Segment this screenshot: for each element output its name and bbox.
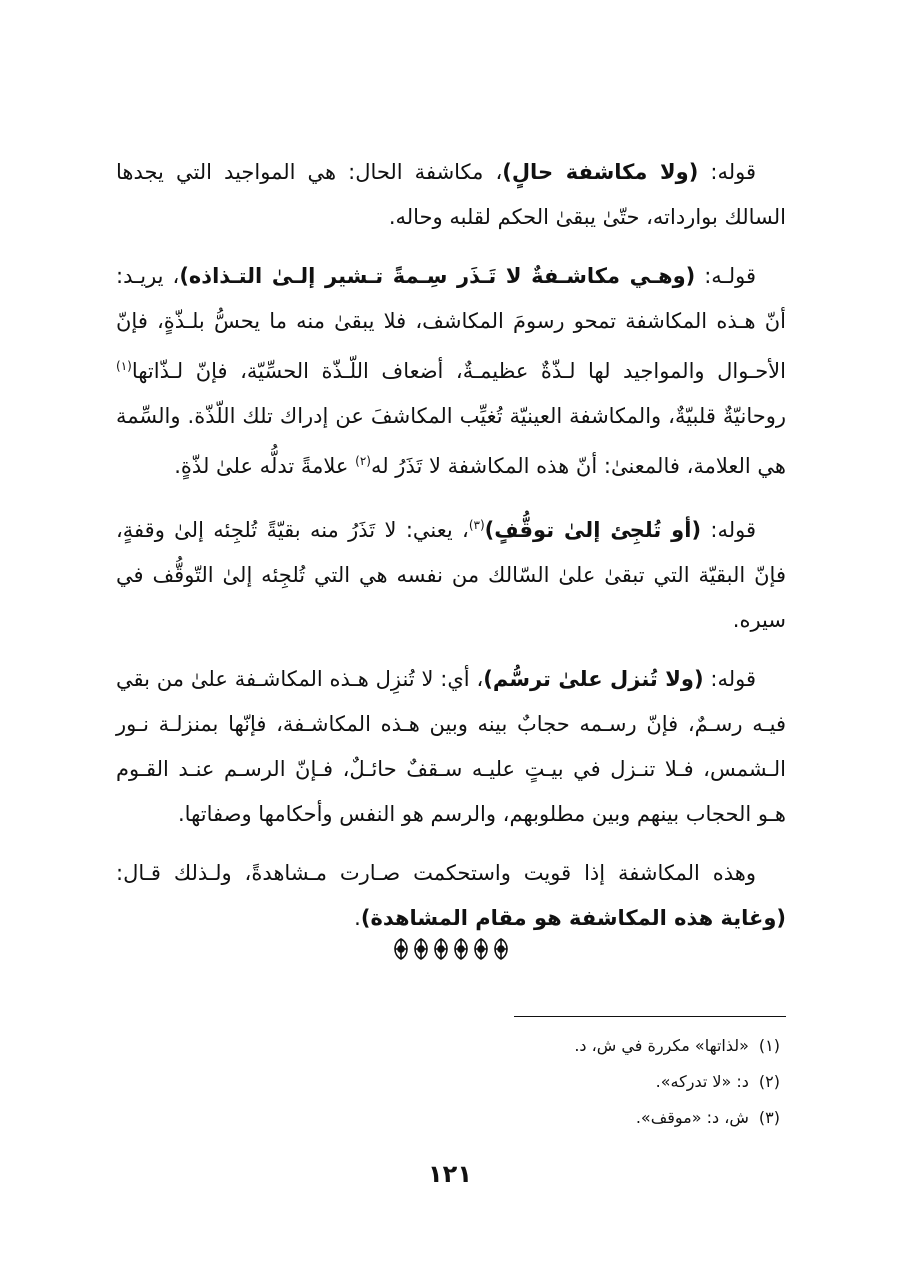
- footnote-1: [300, 1028, 780, 1064]
- quoted-phrase: (ولا مكاشفة حالٍ): [502, 160, 699, 184]
- page-number: ١٢١: [428, 1160, 472, 1188]
- footnote-divider: [514, 1016, 786, 1017]
- footnote-text: ش، د: «موقف».: [635, 1108, 749, 1127]
- footnote-ref-2[interactable]: (٢): [355, 454, 371, 468]
- paragraph-2: [116, 254, 786, 489]
- footnotes: [300, 1028, 780, 1136]
- para-text: ، مكاشفة الحال: هي المواجيد التي يجدها السالك بوارداته، حتّىٰ يبقىٰ الحكم لقلبه وحاله.: [116, 160, 786, 229]
- footnote-number: (١): [758, 1036, 780, 1055]
- footnote-3: [300, 1100, 780, 1136]
- footnote-ref-1[interactable]: (١): [116, 359, 132, 373]
- para-text: .: [354, 906, 361, 930]
- paragraph-1: [116, 150, 786, 240]
- footnote-text: «لذاتها» مكررة في ش، د.: [574, 1036, 749, 1055]
- para-text: علامةً تدلُّه علىٰ لذّةٍ.: [174, 454, 356, 478]
- para-text: روحانيّةٌ قلبيّةٌ، والمكاشفة العينيّة تُغيِّب المكاشفَ عن إدراك تلك اللّذّة. والسِّمة هي العلامة، فالمعنىٰ: أنّ هذه المكاشفة لا تَذَرُ له: [116, 404, 786, 478]
- para-text: ، أي: لا تُنزِل هـذه المكاشـفة علىٰ من بقي فيـه رسـمٌ، فإنّ رسـمه حجابٌ بينه وبين هـذه المكاشـفة، فإنّها بمنزلـة نـور الـشمس، فـلا تنـزل في بيـتٍ عليـه سـقفٌ حائـلٌ، فـإنّ الرسـم عنـد القـوم هـو الحجاب بينهم وبين مطلوبهم، والرسم هو النفس وأحكامها وصفاتها.: [116, 667, 786, 826]
- paragraph-5: [116, 851, 786, 941]
- footnote-2: [300, 1064, 780, 1100]
- quoted-phrase: (أو تُلجِئ إلىٰ توقُّفٍ): [484, 518, 702, 542]
- para-intro: قوله:: [698, 160, 756, 184]
- quoted-phrase: (ولا تُنزل علىٰ ترسُّم): [483, 667, 704, 691]
- paragraph-4: [116, 657, 786, 837]
- para-intro: قولـه:: [695, 264, 757, 288]
- para-text: ، يريـد: أنّ هـذه المكاشفة تمحو رسومَ المكاشف، فلا يبقىٰ منه ما يحسُّ بلـذّةٍ، فإنّ الأحـوال والمواجيد لها لـذّةٌ عظيمـةٌ، أضعاف اللّـذّة الحسِّيّة، فإنّ لـذّاتها: [116, 264, 786, 383]
- para-text: ، يعني: لا تَذَرُ منه بقيّةً تُلجِئه إلىٰ وقفةٍ، فإنّ البقيّة التي تبقىٰ علىٰ السّالك من نفسه هي التي تُلجِئه إلىٰ التّوقُّف في سيره.: [116, 518, 786, 632]
- quoted-phrase: (وغاية هذه المكاشفة هو مقام المشاهدة): [360, 906, 786, 930]
- para-text: وهذه المكاشفة إذا قويت واستحكمت صـارت مـشاهدةً، ولـذلك قـال:: [116, 861, 756, 885]
- footnote-number: (٣): [758, 1108, 780, 1127]
- para-intro: قوله:: [701, 518, 757, 542]
- floral-ornament-icon: [388, 933, 514, 963]
- main-text: [116, 150, 786, 955]
- footnote-number: (٢): [758, 1072, 780, 1091]
- para-intro: قوله:: [703, 667, 757, 691]
- quoted-phrase: (وهـي مكاشـفةٌ لا تَـذَر سِـمةً تـشير إلـىٰ التـذاذه): [179, 264, 696, 288]
- paragraph-3: [116, 503, 786, 643]
- footnote-text: د: «لا تدركه».: [655, 1072, 749, 1091]
- footnote-ref-3[interactable]: (٣): [468, 518, 485, 532]
